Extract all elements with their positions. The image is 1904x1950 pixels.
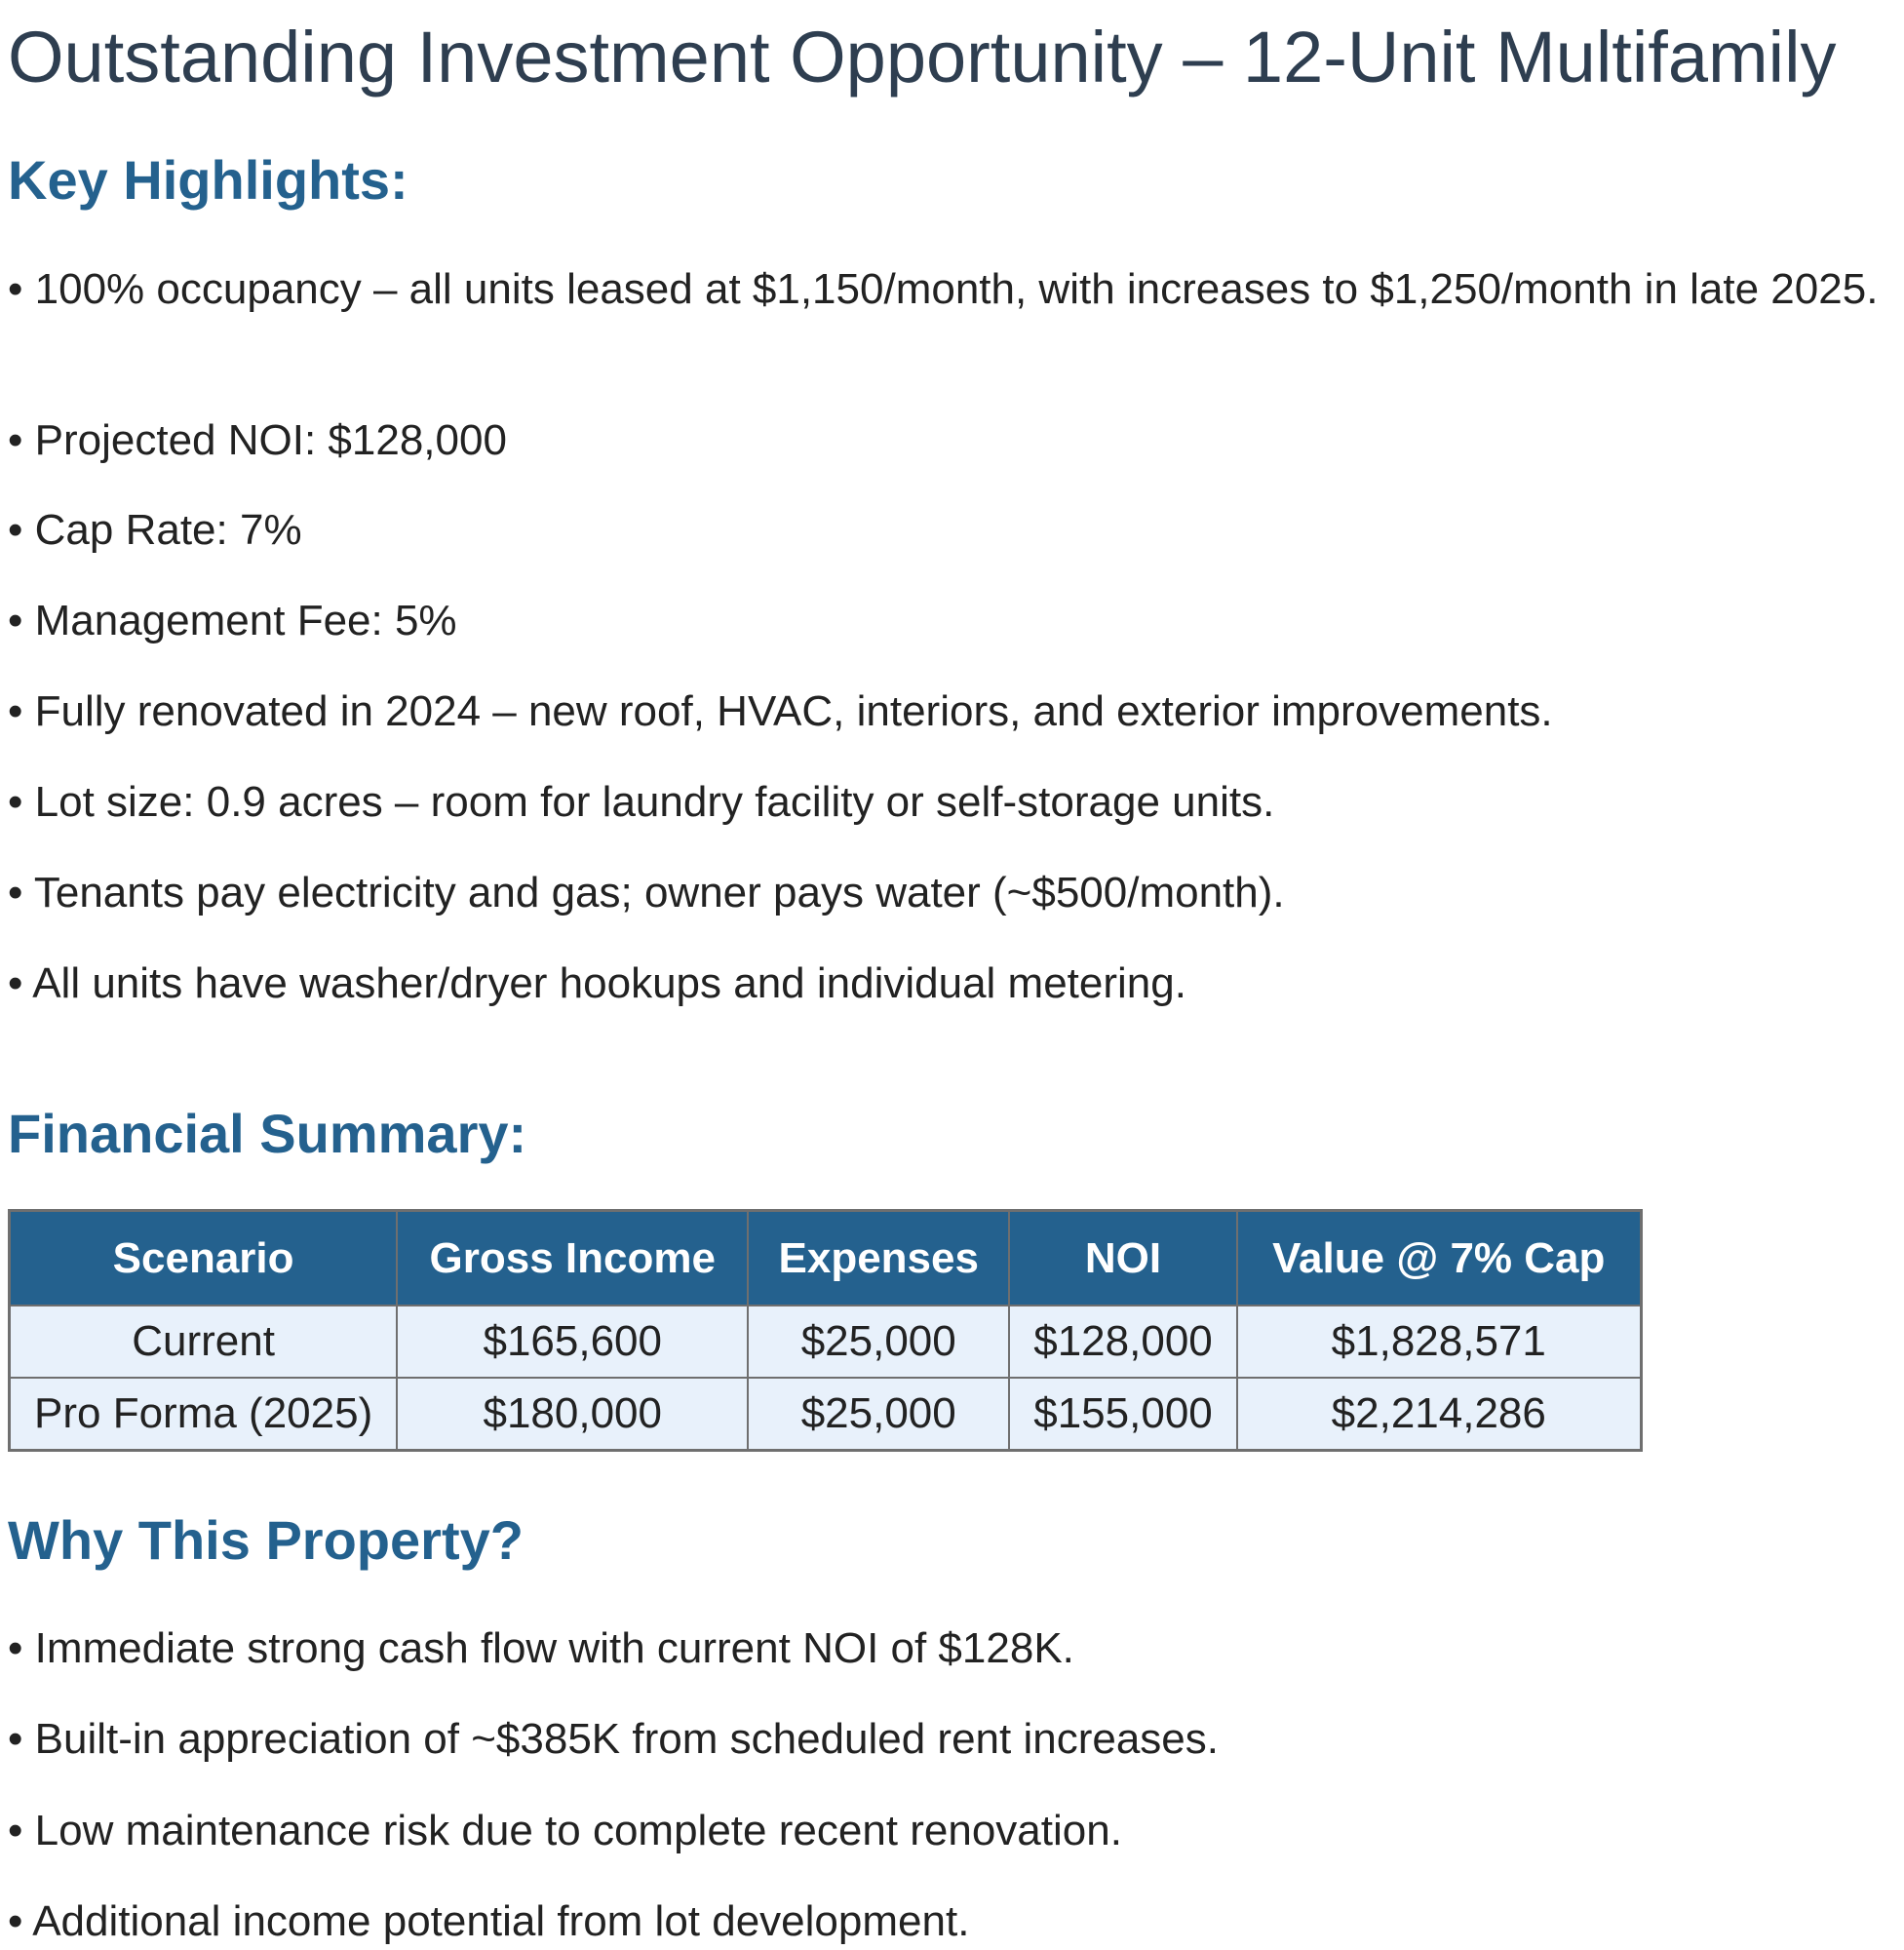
highlight-text: Tenants pay electricity and gas; owner pays water (~$500/month). bbox=[33, 869, 1285, 916]
table-cell-expenses: $25,000 bbox=[748, 1378, 1009, 1451]
highlight-text: Cap Rate: 7% bbox=[34, 506, 302, 554]
financial-summary-heading: Financial Summary: bbox=[8, 1103, 527, 1164]
table-cell-noi: $128,000 bbox=[1009, 1306, 1237, 1378]
highlight-item bbox=[8, 865, 1285, 921]
table-cell-expenses: $25,000 bbox=[748, 1306, 1009, 1378]
highlight-item bbox=[8, 502, 302, 559]
reason-item bbox=[8, 1711, 1219, 1768]
column-header-expenses: Expenses bbox=[748, 1211, 1009, 1306]
highlight-text: Management Fee: 5% bbox=[34, 597, 457, 644]
highlight-text: Fully renovated in 2024 – new roof, HVAC, interiors, and exterior improvements. bbox=[34, 687, 1553, 735]
table-cell-scenario: Current bbox=[10, 1306, 398, 1378]
reason-text: Built-in appreciation of ~$385K from scheduled rent increases. bbox=[34, 1715, 1220, 1763]
highlight-item bbox=[8, 683, 1553, 740]
column-header-value: Value @ 7% Cap bbox=[1237, 1211, 1642, 1306]
bullet-marker: • bbox=[8, 959, 23, 1007]
highlight-item bbox=[8, 774, 1274, 831]
bullet-marker: • bbox=[8, 1807, 23, 1854]
reason-item bbox=[8, 1893, 969, 1950]
table-cell-gross-income: $180,000 bbox=[397, 1378, 748, 1451]
table-cell-value: $1,828,571 bbox=[1237, 1306, 1642, 1378]
table-cell-noi: $155,000 bbox=[1009, 1378, 1237, 1451]
bullet-marker: • bbox=[8, 265, 23, 313]
table-cell-gross-income: $165,600 bbox=[397, 1306, 748, 1378]
bullet-marker: • bbox=[8, 1624, 23, 1672]
highlight-text: All units have washer/dryer hookups and individual metering. bbox=[32, 959, 1186, 1007]
table-header-row bbox=[10, 1211, 1642, 1306]
why-this-property-heading: Why This Property? bbox=[8, 1509, 524, 1571]
key-highlights-heading: Key Highlights: bbox=[8, 149, 408, 211]
table-cell-scenario: Pro Forma (2025) bbox=[10, 1378, 398, 1451]
reason-item bbox=[8, 1620, 1074, 1677]
bullet-marker: • bbox=[8, 778, 23, 826]
document-title: Outstanding Investment Opportunity – 12-Unit Multifamily bbox=[8, 17, 1837, 98]
table-cell-value: $2,214,286 bbox=[1237, 1378, 1642, 1451]
column-header-scenario: Scenario bbox=[10, 1211, 398, 1306]
bullet-marker: • bbox=[8, 597, 23, 644]
highlight-item bbox=[8, 261, 1880, 318]
bullet-marker: • bbox=[8, 416, 23, 464]
reason-text: Immediate strong cash flow with current NOI of $128K. bbox=[34, 1624, 1074, 1672]
reason-text: Additional income potential from lot development. bbox=[32, 1897, 970, 1945]
column-header-noi: NOI bbox=[1009, 1211, 1237, 1306]
bullet-marker: • bbox=[8, 506, 23, 554]
bullet-marker: • bbox=[8, 869, 23, 916]
bullet-marker: • bbox=[8, 1897, 23, 1945]
highlight-text: Projected NOI: $128,000 bbox=[34, 416, 507, 464]
table-row bbox=[10, 1306, 1642, 1378]
financial-summary-table bbox=[8, 1209, 1643, 1452]
highlight-item bbox=[8, 412, 507, 469]
highlight-text: 100% occupancy – all units leased at $1,150/month, with increases to $1,250/month in late 2025. bbox=[34, 265, 1879, 313]
bullet-marker: • bbox=[8, 1715, 23, 1763]
highlight-item bbox=[8, 593, 457, 649]
reason-item bbox=[8, 1803, 1122, 1859]
highlight-item bbox=[8, 956, 1186, 1012]
bullet-marker: • bbox=[8, 687, 23, 735]
table-row bbox=[10, 1378, 1642, 1451]
reason-text: Low maintenance risk due to complete recent renovation. bbox=[34, 1807, 1122, 1854]
column-header-gross-income: Gross Income bbox=[397, 1211, 748, 1306]
highlight-text: Lot size: 0.9 acres – room for laundry facility or self-storage units. bbox=[34, 778, 1275, 826]
